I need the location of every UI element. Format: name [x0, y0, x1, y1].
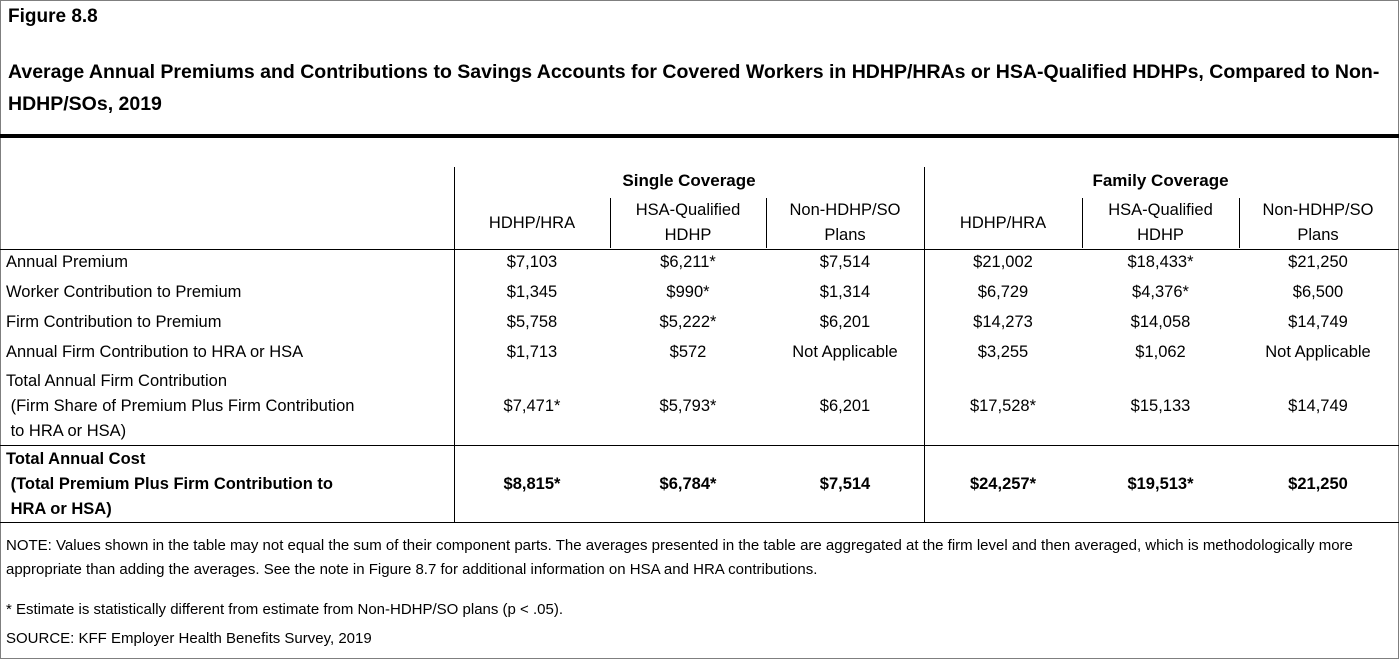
row-label-line: Total Annual Cost	[6, 450, 146, 468]
column-header	[1082, 198, 1239, 248]
significance-note: * Estimate is statistically different from estimate from Non-HDHP/SO plans (p < .05).	[6, 601, 563, 618]
table-cell: $21,250	[1288, 253, 1348, 271]
row-label-line: Worker Contribution to Premium	[6, 283, 242, 301]
column-header-label: HSA-Qualified HDHP	[1108, 201, 1213, 244]
table-cell: $7,514	[819, 475, 871, 493]
column-header	[454, 198, 610, 248]
row-label-line: (Firm Share of Premium Plus Firm Contribution	[6, 397, 355, 415]
table-cell: $4,376*	[1132, 283, 1189, 301]
table-cell: $14,273	[973, 313, 1033, 331]
column-separator	[610, 198, 611, 248]
column-header	[610, 198, 766, 248]
title-rule	[0, 134, 1399, 138]
row-label	[6, 340, 303, 365]
row-label	[6, 250, 128, 275]
table-cell: $7,103	[506, 253, 558, 271]
table-cell: $5,793*	[659, 397, 717, 415]
column-header-label: HDHP/HRA	[959, 213, 1047, 232]
table-cell: $7,471*	[503, 397, 561, 415]
figure-label: Figure 8.8	[8, 6, 98, 27]
table-cell: $6,729	[977, 283, 1029, 301]
column-header-label: HSA-Qualified HDHP	[635, 201, 741, 244]
column-separator	[1082, 198, 1083, 248]
row-label	[6, 369, 354, 444]
table-cell: $6,784*	[659, 475, 717, 493]
table-cell: $5,222*	[659, 313, 717, 331]
column-header-label: Non-HDHP/SO Plans	[789, 201, 901, 244]
column-header	[1239, 198, 1397, 248]
table-cell: $21,250	[1288, 475, 1348, 493]
row-label-line: Firm Contribution to Premium	[6, 313, 222, 331]
source-note: SOURCE: KFF Employer Health Benefits Survey, 2019	[6, 630, 372, 647]
table-cell: $6,201	[819, 397, 871, 415]
note-text: NOTE: Values shown in the table may not equal the sum of their component parts. The averages presented in the table are aggregated at the firm level and then averaged, which is methodologically more appropriate than adding the averages. See the note in Figure 8.7 for additional information on HSA and HRA contributions.	[6, 537, 1353, 578]
table-cell: $14,058	[1130, 313, 1191, 331]
group-header: Single Coverage	[622, 171, 756, 190]
table-cell: $8,815*	[503, 475, 561, 493]
table-cell: $5,758	[506, 313, 558, 331]
figure-title: Average Annual Premiums and Contributions to Savings Accounts for Covered Workers in HDHP/HRAs or HSA-Qualified HDHPs, Compared to Non-HDHP/SOs, 2019	[8, 61, 1380, 115]
table-cell: $14,749	[1288, 313, 1348, 331]
row-label	[6, 447, 333, 522]
row-label-line: Annual Premium	[6, 253, 128, 271]
column-header	[766, 198, 924, 248]
table-cell: $990*	[666, 283, 710, 301]
table-cell: $14,749	[1288, 397, 1348, 415]
table-cell: $24,257*	[969, 475, 1037, 493]
row-label-line: to HRA or HSA)	[6, 422, 127, 440]
total-rule	[0, 445, 1399, 446]
table-cell: $3,255	[977, 343, 1029, 361]
table-bottom-rule	[0, 522, 1399, 523]
table-cell: $1,314	[819, 283, 871, 301]
table-cell: $6,211*	[660, 253, 716, 271]
column-header-label: Non-HDHP/SO Plans	[1262, 201, 1374, 244]
table-cell: $6,500	[1292, 283, 1344, 301]
table-cell: $19,513*	[1127, 475, 1194, 493]
column-header-label: HDHP/HRA	[488, 213, 576, 232]
table-cell: $572	[669, 343, 707, 361]
table-cell: $1,062	[1135, 343, 1186, 361]
row-label-line: HRA or HSA)	[6, 500, 112, 518]
row-label-line: (Total Premium Plus Firm Contribution to	[6, 475, 333, 493]
column-separator	[1239, 198, 1240, 248]
group-header: Family Coverage	[1092, 171, 1229, 190]
table-cell: $1,713	[506, 343, 558, 361]
column-header	[924, 198, 1082, 248]
table-cell: $21,002	[973, 253, 1033, 271]
table-cell: Not Applicable	[1265, 343, 1371, 361]
row-label	[6, 310, 221, 335]
column-separator	[766, 198, 767, 248]
table-cell: $7,514	[819, 253, 871, 271]
table-cell: Not Applicable	[792, 343, 898, 361]
table-cell: $18,433*	[1127, 253, 1194, 271]
table-cell: $15,133	[1130, 397, 1191, 415]
row-label	[6, 280, 241, 305]
table-cell: $6,201	[819, 313, 871, 331]
table-cell: $1,345	[506, 283, 558, 301]
row-label-line: Annual Firm Contribution to HRA or HSA	[6, 343, 304, 361]
row-label-line: Total Annual Firm Contribution	[6, 372, 228, 390]
table-cell: $17,528*	[969, 397, 1037, 415]
